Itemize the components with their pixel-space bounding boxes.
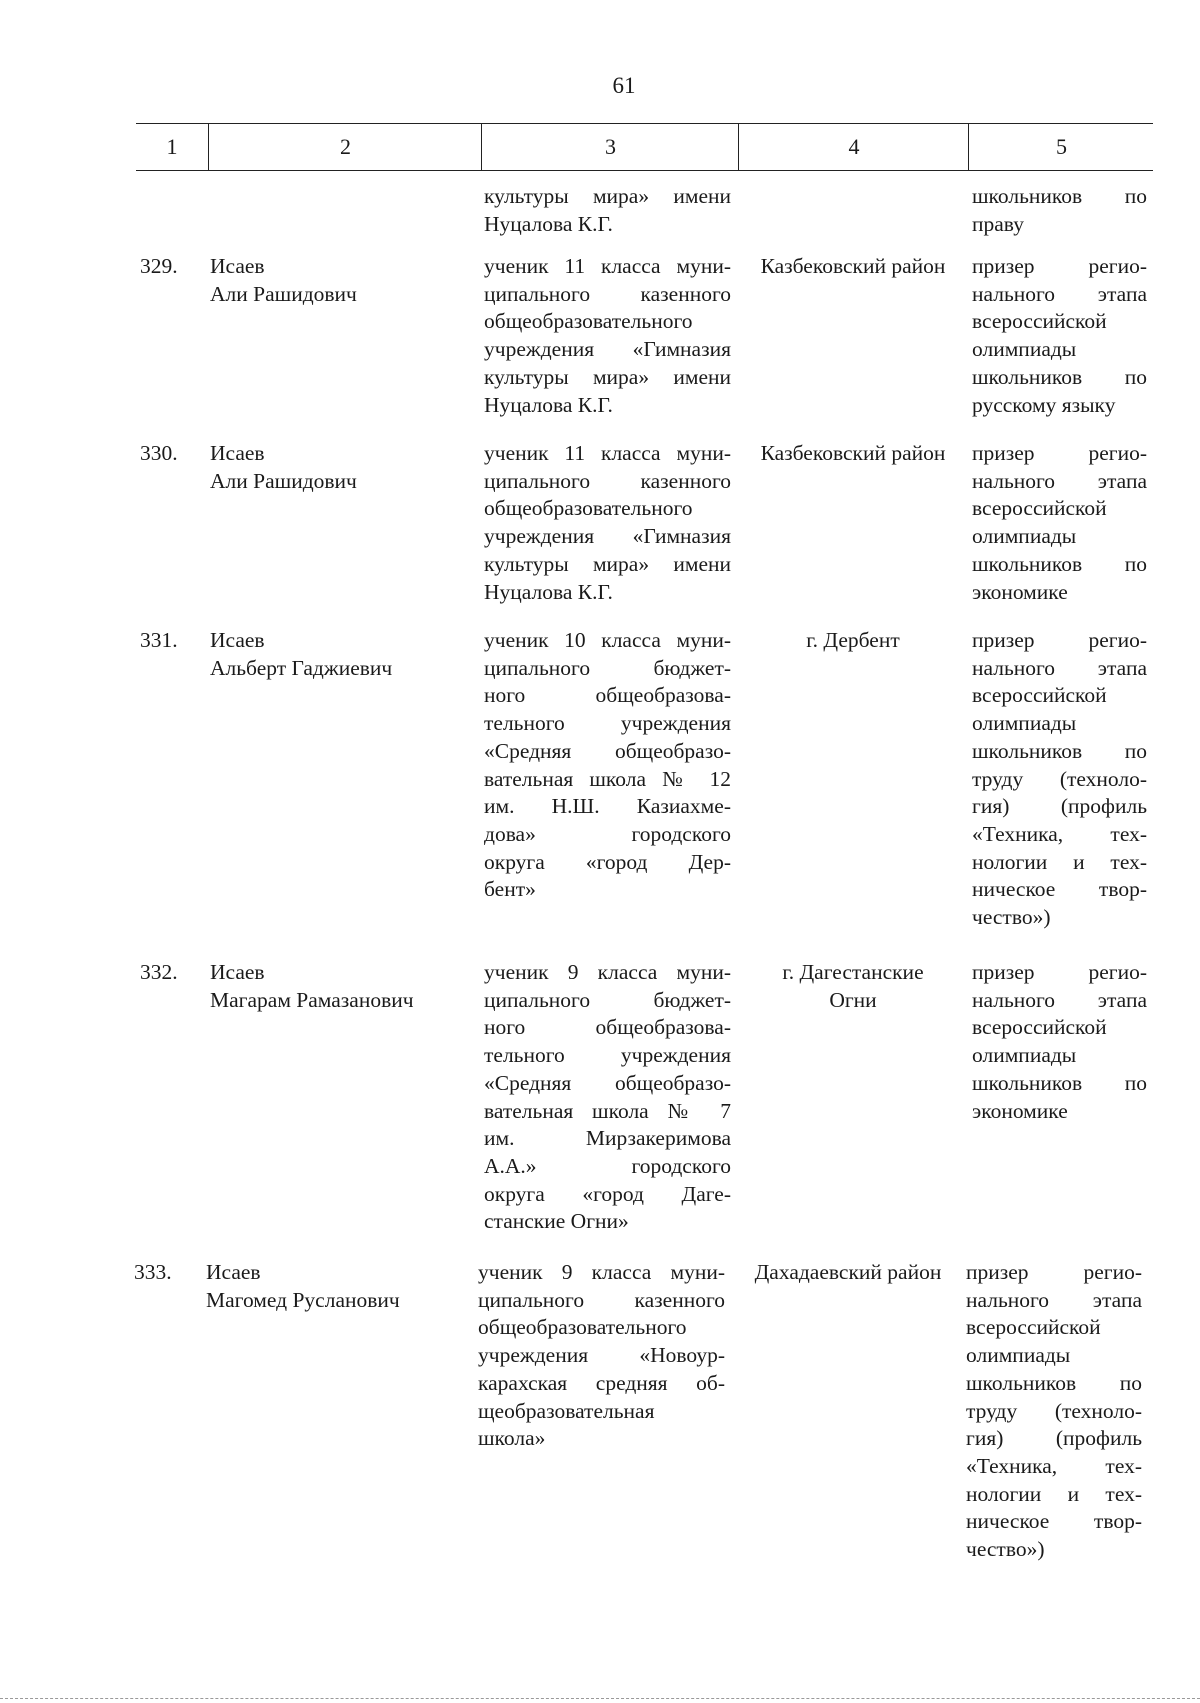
- text-line: нального этапа: [972, 987, 1147, 1012]
- text-line: всероссийской: [972, 309, 1107, 334]
- text-line: нологии и тех-: [972, 849, 1147, 874]
- header-col-1: 1: [166, 134, 178, 159]
- text-line: ного общеобразова-: [484, 683, 731, 708]
- text-line: школа»: [478, 1426, 546, 1451]
- text-line: всероссийской: [972, 496, 1107, 521]
- text-line: чество»): [972, 905, 1051, 930]
- text-line: призер регио-: [972, 254, 1147, 278]
- region: [743, 959, 963, 1014]
- header-col-4: 4: [738, 124, 969, 170]
- text-line: округа «город Дер-: [484, 849, 731, 874]
- text-line: Альберт Гаджиевич: [210, 655, 393, 680]
- text-line: ципального бюджет-: [484, 987, 731, 1012]
- text-line: нологии и тех-: [966, 1481, 1142, 1506]
- text-line: праву: [972, 211, 1024, 236]
- text-line: русскому языку: [972, 392, 1116, 417]
- text-line: Казбековский район: [760, 441, 946, 465]
- institution: [484, 440, 731, 606]
- text-line: нального этапа: [972, 468, 1147, 493]
- text-line: станские Огни»: [484, 1209, 629, 1234]
- text-line: культуры мира» имени: [484, 184, 731, 208]
- text-line: «Техника, тех-: [972, 821, 1147, 846]
- row-number: 333.: [134, 1260, 172, 1284]
- institution: [484, 253, 731, 419]
- text-line: ученик 10 класса муни-: [484, 628, 731, 652]
- institution: [478, 1259, 725, 1453]
- row-number: 329.: [140, 254, 178, 278]
- header-col-2: 2: [208, 124, 482, 170]
- text-line: г. Дагестанские: [782, 960, 924, 984]
- text-line: дова» городского: [484, 821, 731, 846]
- text-line: ученик 9 класса муни-: [478, 1260, 725, 1284]
- text-line: культуры мира» имени: [484, 551, 731, 576]
- text-line: Дахадаевский район: [754, 1260, 942, 1284]
- row-number: 332.: [140, 960, 178, 984]
- row-number: 330.: [140, 441, 178, 465]
- text-line: Исаев: [210, 628, 265, 652]
- text-line: Нуцалова К.Г.: [484, 579, 613, 604]
- header-col-5: 5: [968, 124, 1154, 170]
- region: [743, 627, 963, 655]
- text-line: школьников по: [972, 551, 1147, 576]
- text-line: Нуцалова К.Г.: [484, 392, 613, 417]
- region: [743, 253, 963, 281]
- award: [972, 253, 1147, 419]
- text-line: ципального бюджет-: [484, 655, 731, 680]
- text-line: Нуцалова К.Г.: [484, 211, 613, 236]
- person-name: [210, 253, 460, 308]
- text-line: нального этапа: [966, 1287, 1142, 1312]
- text-line: г. Дербент: [806, 628, 900, 652]
- text-line: Али Рашидович: [210, 281, 357, 306]
- text-line: Магомед Русланович: [206, 1287, 400, 1312]
- award: [966, 1259, 1142, 1564]
- text-line: ученик 11 класса муни-: [484, 441, 731, 465]
- text-line: учреждения «Гимназия: [484, 524, 731, 549]
- text-line: чество»): [966, 1537, 1045, 1562]
- text-line: олимпиады: [972, 524, 1077, 549]
- text-line: общеобразовательного: [478, 1315, 687, 1340]
- text-line: «Средняя общеобразо-: [484, 738, 731, 763]
- text-line: им. Н.Ш. Казиахме-: [484, 794, 731, 819]
- text-line: труду (техноло-: [966, 1398, 1142, 1423]
- text-line: школьников по: [972, 1070, 1147, 1095]
- text-line: экономике: [972, 1098, 1068, 1123]
- region: [743, 440, 963, 468]
- text-line: школьников по: [972, 364, 1147, 389]
- text-line: школьников по: [966, 1370, 1142, 1395]
- text-line: призер регио-: [972, 628, 1147, 652]
- continuation-award: [972, 183, 1147, 238]
- text-line: общеобразовательного: [484, 496, 693, 521]
- award: [972, 959, 1147, 1125]
- text-line: ципального казенного: [484, 468, 731, 493]
- text-line: нального этапа: [972, 281, 1147, 306]
- award: [972, 440, 1147, 606]
- text-line: щеобразовательная: [478, 1398, 655, 1423]
- text-line: олимпиады: [966, 1343, 1071, 1368]
- text-line: нального этапа: [972, 655, 1147, 680]
- text-line: А.А.» городского: [484, 1153, 731, 1178]
- person-name: [206, 1259, 456, 1314]
- institution: [484, 959, 731, 1236]
- text-line: Казбековский район: [760, 254, 946, 278]
- award: [972, 627, 1147, 932]
- text-line: им. Мирзакеримова: [484, 1126, 731, 1151]
- text-line: школьников по: [972, 738, 1147, 763]
- text-line: бент»: [484, 877, 536, 902]
- institution: [484, 627, 731, 904]
- text-line: общеобразовательного: [484, 309, 693, 334]
- text-line: всероссийской: [972, 683, 1107, 708]
- text-line: карахская средняя об-: [478, 1370, 725, 1395]
- page-bottom-edge: [0, 1698, 1200, 1699]
- continuation-institution: [484, 183, 731, 238]
- region: [738, 1259, 958, 1287]
- text-line: учреждения «Гимназия: [484, 337, 731, 362]
- text-line: Исаев: [210, 960, 265, 984]
- text-line: гия) (профиль: [972, 794, 1147, 819]
- text-line: тельного учреждения: [484, 1043, 731, 1068]
- text-line: гия) (профиль: [966, 1426, 1142, 1451]
- text-line: всероссийской: [966, 1315, 1101, 1340]
- page-number: 61: [612, 73, 636, 98]
- text-line: ученик 11 класса муни-: [484, 254, 731, 278]
- person-name: [210, 959, 460, 1014]
- text-line: олимпиады: [972, 711, 1077, 736]
- text-line: Али Рашидович: [210, 468, 357, 493]
- text-line: округа «город Даге-: [484, 1181, 731, 1206]
- text-line: учреждения «Новоур-: [478, 1343, 725, 1368]
- text-line: «Техника, тех-: [966, 1453, 1142, 1478]
- text-line: олимпиады: [972, 337, 1077, 362]
- text-line: призер регио-: [966, 1260, 1142, 1284]
- text-line: призер регио-: [972, 441, 1147, 465]
- text-line: Исаев: [210, 254, 265, 278]
- header-col-3: 3: [481, 124, 739, 170]
- text-line: всероссийской: [972, 1015, 1107, 1040]
- text-line: тельного учреждения: [484, 711, 731, 736]
- text-line: ного общеобразова-: [484, 1015, 731, 1040]
- text-line: труду (техноло-: [972, 766, 1147, 791]
- text-line: Огни: [829, 987, 877, 1012]
- text-line: олимпиады: [972, 1043, 1077, 1068]
- text-line: школьников по: [972, 184, 1147, 208]
- text-line: ученик 9 класса муни-: [484, 960, 731, 984]
- row-number: 331.: [140, 628, 178, 652]
- text-line: ципального казенного: [484, 281, 731, 306]
- person-name: [210, 627, 460, 682]
- text-line: культуры мира» имени: [484, 364, 731, 389]
- text-line: Магарам Рамазанович: [210, 987, 414, 1012]
- text-line: ническое твор-: [972, 877, 1147, 902]
- text-line: Исаев: [206, 1260, 261, 1284]
- text-line: ципального казенного: [478, 1287, 725, 1312]
- text-line: вательная школа № 12: [484, 766, 731, 791]
- text-line: ническое твор-: [966, 1509, 1142, 1534]
- text-line: Исаев: [210, 441, 265, 465]
- text-line: экономике: [972, 579, 1068, 604]
- person-name: [210, 440, 460, 495]
- table-header: [136, 123, 1153, 171]
- text-line: призер регио-: [972, 960, 1147, 984]
- text-line: «Средняя общеобразо-: [484, 1070, 731, 1095]
- text-line: вательная школа № 7: [484, 1098, 731, 1123]
